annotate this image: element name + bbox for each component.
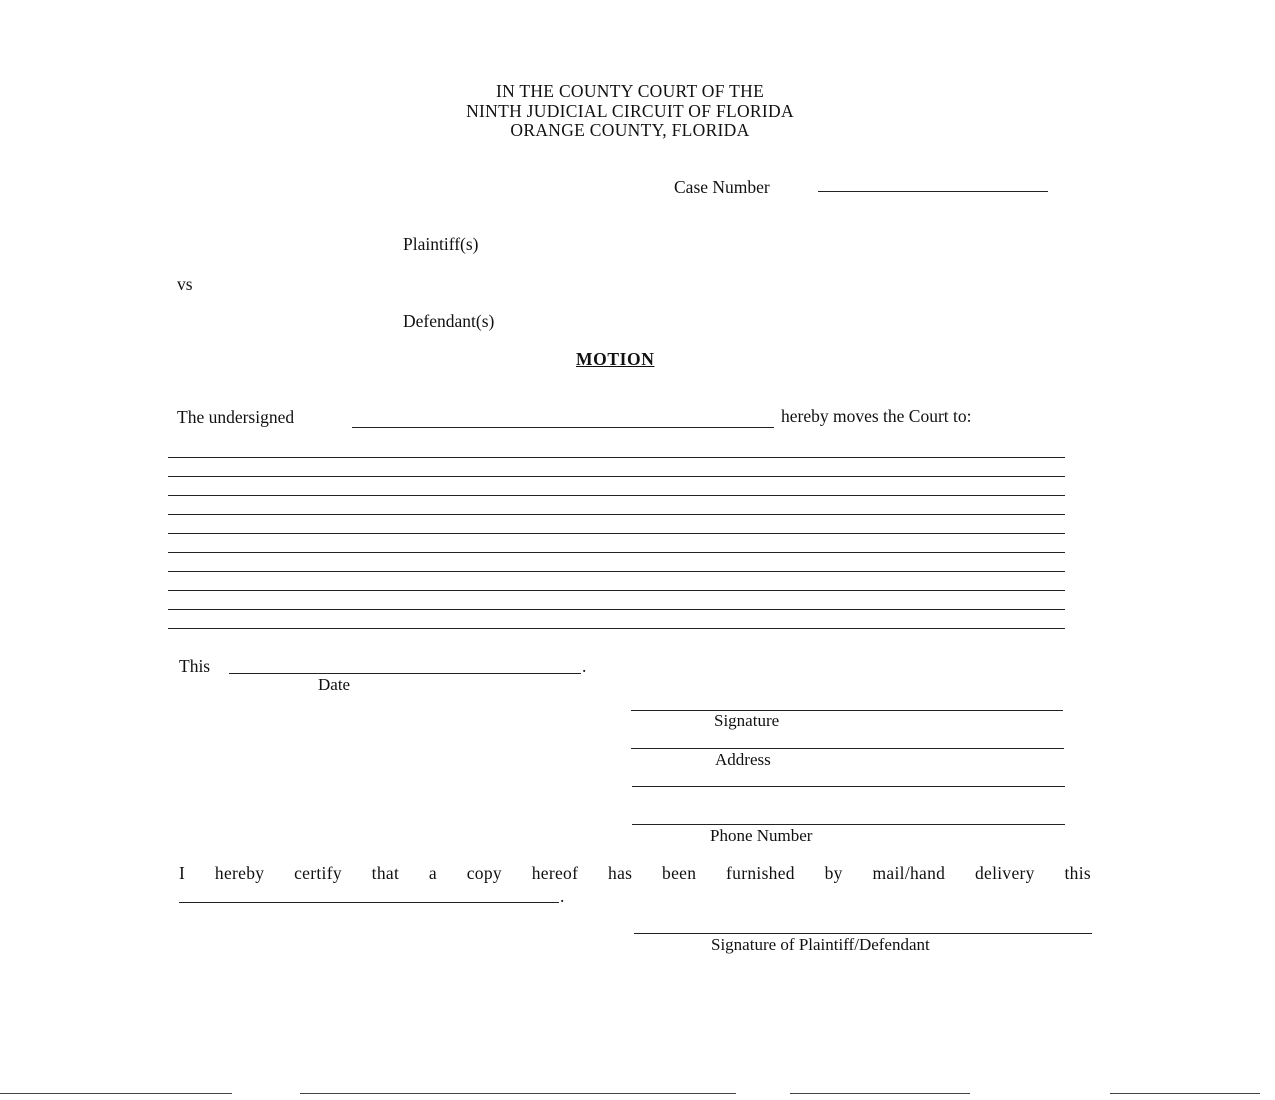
motion-body-line[interactable] xyxy=(168,533,1065,534)
certificate-period: . xyxy=(560,886,565,906)
motion-body-line[interactable] xyxy=(168,628,1065,629)
case-number-field[interactable] xyxy=(818,191,1048,192)
signature-caption: Signature xyxy=(714,711,780,730)
court-header-line-3: ORANGE COUNTY, FLORIDA xyxy=(510,120,750,140)
defendant-label: Defendant(s) xyxy=(403,311,495,331)
certificate-text: I hereby certify that a copy hereof has been furnished by mail/hand delivery this xyxy=(179,863,1091,883)
address-caption: Address xyxy=(715,750,771,769)
vs-label: vs xyxy=(177,274,193,294)
phone-number-caption: Phone Number xyxy=(710,826,813,845)
certificate-signature-caption: Signature of Plaintiff/Defendant xyxy=(711,935,930,954)
phone-number-field[interactable] xyxy=(632,824,1065,825)
motion-body-line[interactable] xyxy=(168,609,1065,610)
motion-body-line[interactable] xyxy=(168,590,1065,591)
motion-body-line[interactable] xyxy=(168,495,1065,496)
signature-field[interactable] xyxy=(631,710,1063,711)
scan-edge-line xyxy=(0,1093,232,1094)
undersigned-name-field[interactable] xyxy=(352,427,774,428)
undersigned-suffix: hereby moves the Court to: xyxy=(781,406,972,426)
date-caption: Date xyxy=(318,675,351,694)
scan-edge-line xyxy=(1110,1093,1260,1094)
scan-edge-line xyxy=(790,1093,970,1094)
case-number-label: Case Number xyxy=(674,177,770,197)
court-header-line-2: NINTH JUDICIAL CIRCUIT OF FLORIDA xyxy=(466,101,794,121)
motion-body-line[interactable] xyxy=(168,514,1065,515)
date-period: . xyxy=(582,656,587,676)
certificate-signature-field[interactable] xyxy=(634,933,1092,934)
motion-title: MOTION xyxy=(576,349,655,369)
undersigned-prefix: The undersigned xyxy=(177,407,295,427)
plaintiff-label: Plaintiff(s) xyxy=(403,234,479,254)
court-header-line-1: IN THE COUNTY COURT OF THE xyxy=(495,81,765,101)
address-field-2[interactable] xyxy=(632,786,1065,787)
address-field[interactable] xyxy=(631,748,1064,749)
scan-edge-line xyxy=(300,1093,736,1094)
motion-body-line[interactable] xyxy=(168,571,1065,572)
motion-body-line[interactable] xyxy=(168,552,1065,553)
this-label: This xyxy=(179,656,211,676)
date-field[interactable] xyxy=(229,673,581,674)
motion-body-line[interactable] xyxy=(168,457,1065,458)
motion-body-line[interactable] xyxy=(168,476,1065,477)
certificate-date-field[interactable] xyxy=(179,902,559,903)
